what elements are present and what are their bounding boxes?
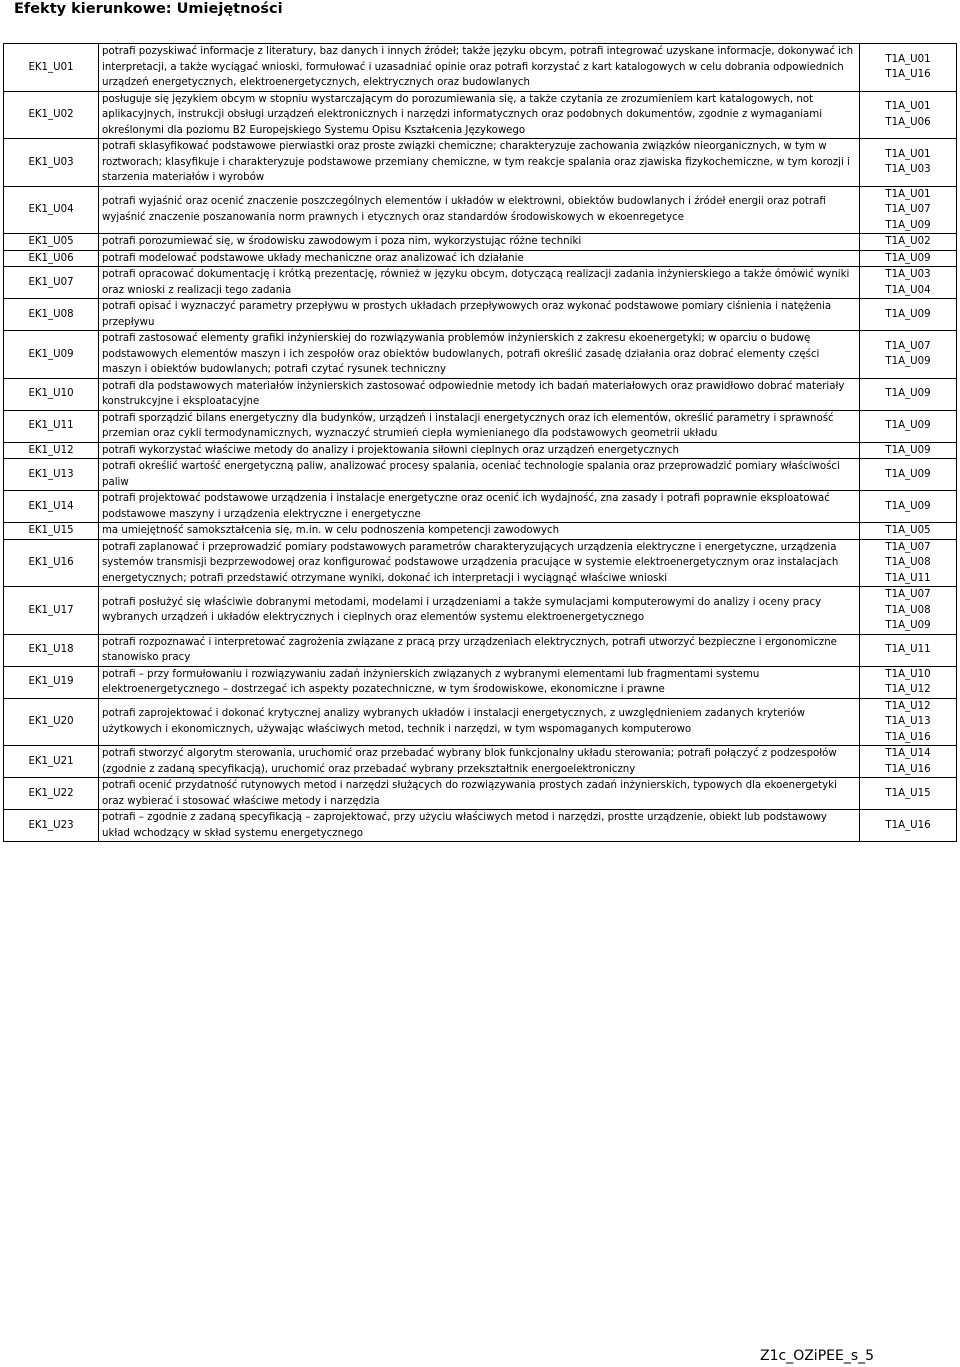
- outcome-code: EK1_U05: [4, 234, 99, 251]
- outcome-description: potrafi zastosować elementy grafiki inżynierskiej do rozwiązywania problemów inżynierskich z zakresu ekoenergetyki; w oparciu o budowę podstawowych elementów maszyn i ich zespołów oraz obiektów budowlanych, potrafi określić zasadę działania oraz dobrać elementy części maszyn i obiektów budowlanych; potrafi czytać rysunek techniczny: [99, 331, 860, 379]
- reference-code: T1A_U13: [885, 716, 931, 727]
- table-row: [4, 746, 957, 778]
- learning-outcomes-table: [3, 43, 957, 842]
- outcome-references: [860, 299, 957, 331]
- table-row: [4, 523, 957, 540]
- outcome-code: EK1_U09: [4, 331, 99, 379]
- outcome-references: [860, 634, 957, 666]
- outcome-code: EK1_U04: [4, 186, 99, 234]
- outcome-description: potrafi sklasyfikować podstawowe pierwiastki oraz proste związki chemiczne; charakteryzuje zachowania związków nieorganicznych, w tym w roztworach; klasyfikuje i charakteryzuje podstawowe przemiany chemiczne, w tym reakcje spalania oraz zjawiska fizykochemiczne, w tym korozji i starzenia materiałów i wyrobów: [99, 139, 860, 187]
- reference-code: T1A_U16: [885, 69, 931, 81]
- outcome-references: [860, 410, 957, 442]
- table-row: [4, 698, 957, 746]
- outcome-code: EK1_U22: [4, 778, 99, 810]
- outcome-code: EK1_U15: [4, 523, 99, 540]
- outcome-description: potrafi dla podstawowych materiałów inżynierskich zastosować odpowiednie metody ich badań materiałowych oraz prawidłowo dobrać materiały konstrukcyjne i eksploatacyjne: [99, 378, 860, 410]
- outcome-description: potrafi modelować podstawowe układy mechaniczne oraz analizować ich działanie: [99, 250, 860, 267]
- reference-code: T1A_U10: [885, 668, 931, 680]
- outcome-code: EK1_U03: [4, 139, 99, 187]
- outcome-references: [860, 91, 957, 139]
- reference-code: T1A_U15: [885, 787, 931, 799]
- outcome-code: EK1_U12: [4, 442, 99, 459]
- reference-code: T1A_U16: [885, 819, 931, 831]
- outcome-description: potrafi – przy formułowaniu i rozwiązywaniu zadań inżynierskich związanych z wybranymi elementami lub fragmentami systemu elektroenergetycznego – dostrzegać ich aspekty pozatechniczne, w tym środowiskowe, ekonomiczne i prawne: [99, 666, 860, 698]
- outcome-description: potrafi określić wartość energetyczną paliw, analizować procesy spalania, oceniać technologie spalania oraz przeprowadzić pomiary właściwości paliw: [99, 459, 860, 491]
- table-row: [4, 139, 957, 187]
- outcome-code: EK1_U10: [4, 378, 99, 410]
- reference-code: T1A_U04: [885, 284, 931, 296]
- outcome-description: potrafi porozumiewać się, w środowisku zawodowym i poza nim, wykorzystując różne techniki: [99, 234, 860, 251]
- outcome-description: potrafi posłużyć się właściwie dobranymi metodami, modelami i urządzeniami a także symulacjami komputerowymi do analizy i oceny pracy wybranych urządzeń i układów elektrycznych i cieplnych oraz elementów systemu elektroenergetycznego: [99, 587, 860, 635]
- table-row: [4, 250, 957, 267]
- outcome-references: [860, 491, 957, 523]
- reference-code: T1A_U08: [885, 604, 931, 616]
- reference-code: T1A_U09: [885, 620, 931, 631]
- reference-code: T1A_U09: [885, 388, 931, 400]
- reference-code: T1A_U01: [885, 53, 931, 65]
- reference-code: T1A_U07: [885, 340, 931, 352]
- reference-code: T1A_U09: [885, 444, 931, 456]
- table-row: [4, 331, 957, 379]
- reference-code: T1A_U11: [885, 644, 931, 656]
- outcome-code: EK1_U16: [4, 539, 99, 587]
- outcome-code: EK1_U23: [4, 810, 99, 842]
- reference-code: T1A_U01: [885, 101, 931, 113]
- reference-code: T1A_U09: [885, 252, 931, 264]
- outcome-description: potrafi stworzyć algorytm sterowania, uruchomić oraz przebadać wybrany blok funkcjonalny układu sterowania; potrafi połączyć z podzespołów (zgodnie z zadaną specyfikacją), uruchomić oraz przebadać wybrany przekształtnik energoelektroniczny: [99, 746, 860, 778]
- outcome-references: [860, 234, 957, 251]
- reference-code: T1A_U11: [885, 572, 931, 584]
- outcome-references: [860, 587, 957, 635]
- reference-code: T1A_U16: [885, 763, 931, 775]
- table-row: [4, 267, 957, 299]
- reference-code: T1A_U12: [885, 684, 931, 695]
- table-row: [4, 44, 957, 92]
- table-row: [4, 299, 957, 331]
- reference-code: T1A_U07: [885, 541, 931, 553]
- outcome-references: [860, 186, 957, 234]
- reference-code: T1A_U14: [885, 748, 931, 759]
- reference-code: T1A_U07: [885, 589, 931, 600]
- outcome-references: [860, 666, 957, 698]
- outcome-description: potrafi zaplanować i przeprowadzić pomiary podstawowych parametrów charakteryzujących urządzenia elektryczne i energetyczne, urządzenia systemów transmisji bezprzewodowej oraz konfigurować podstawowe urządzenia pracujące w systemie elektroenergetycznym oraz instalacjach energetycznych; potrafi przedstawić otrzymane wyniki, dokonać ich interpretacji i wyciągnąć właściwe wnioski: [99, 539, 860, 587]
- outcome-description: posługuje się językiem obcym w stopniu wystarczającym do porozumiewania się, a także czytania ze zrozumieniem kart katalogowych, not aplikacyjnych, instrukcji obsługi urządzeń elektronicznych i narzędzi informatycznych oraz podobnych dokumentów, zgodnie z wymaganiami określonymi dla poziomu B2 Europejskiego Systemu Opisu Kształcenia Językowego: [99, 91, 860, 139]
- reference-code: T1A_U09: [885, 500, 931, 512]
- outcome-code: EK1_U11: [4, 410, 99, 442]
- table-row: [4, 91, 957, 139]
- table-row: [4, 778, 957, 810]
- outcome-code: EK1_U14: [4, 491, 99, 523]
- outcome-code: EK1_U02: [4, 91, 99, 139]
- reference-code: T1A_U09: [885, 308, 931, 320]
- reference-code: T1A_U01: [885, 148, 931, 160]
- outcome-references: [860, 778, 957, 810]
- reference-code: T1A_U03: [885, 269, 931, 280]
- outcome-code: EK1_U13: [4, 459, 99, 491]
- outcome-references: [860, 539, 957, 587]
- outcome-description: potrafi opisać i wyznaczyć parametry przepływu w prostych układach przepływowych oraz wykonać podstawowe pomiary ciśnienia i natężenia przepływu: [99, 299, 860, 331]
- table-row: [4, 442, 957, 459]
- reference-code: T1A_U06: [885, 116, 931, 128]
- outcome-references: [860, 250, 957, 267]
- outcome-references: [860, 331, 957, 379]
- reference-code: T1A_U02: [885, 236, 931, 247]
- outcome-references: [860, 442, 957, 459]
- outcome-references: [860, 523, 957, 540]
- outcome-references: [860, 698, 957, 746]
- outcome-code: EK1_U18: [4, 634, 99, 666]
- document-code: Z1c_OZiPEE_s_5: [760, 1348, 875, 1364]
- reference-code: T1A_U08: [885, 557, 931, 568]
- table-row: [4, 810, 957, 842]
- outcome-references: [860, 378, 957, 410]
- page-title: Efekty kierunkowe: Umiejętności: [14, 1, 283, 17]
- outcome-references: [860, 746, 957, 778]
- outcome-code: EK1_U21: [4, 746, 99, 778]
- outcome-references: [860, 139, 957, 187]
- table-row: [4, 186, 957, 234]
- reference-code: T1A_U05: [885, 525, 931, 536]
- table-row: [4, 234, 957, 251]
- table-row: [4, 459, 957, 491]
- outcome-references: [860, 459, 957, 491]
- table-row: [4, 378, 957, 410]
- reference-code: T1A_U07: [885, 204, 931, 215]
- reference-code: T1A_U09: [885, 219, 931, 231]
- table-row: [4, 587, 957, 635]
- outcome-code: EK1_U17: [4, 587, 99, 635]
- reference-code: T1A_U09: [885, 420, 931, 432]
- outcome-description: potrafi sporządzić bilans energetyczny dla budynków, urządzeń i instalacji energetycznych oraz ich elementów, określić parametry i sprawność przemian oraz cykli termodynamicznych, wyznaczyć strumień ciepła wymienianego dla podstawowych geometrii układu: [99, 410, 860, 442]
- reference-code: T1A_U12: [885, 700, 931, 712]
- outcome-description: potrafi opracować dokumentację i krótką prezentację, również w języku obcym, dotyczącą realizacji zadania inżynierskiego a także ómówić wyniki oraz wnioski z realizacji tego zadania: [99, 267, 860, 299]
- outcome-description: potrafi – zgodnie z zadaną specyfikacją – zaprojektować, przy użyciu właściwych metod i narzędzi, prostte urządzenie, obiekt lub podstawowy układ wchodzący w skład systemu energetycznego: [99, 810, 860, 842]
- outcome-code: EK1_U19: [4, 666, 99, 698]
- outcome-references: [860, 44, 957, 92]
- outcome-description: potrafi projektować podstawowe urządzenia i instalacje energetyczne oraz ocenić ich wydajność, zna zasady i potrafi poprawnie eksploatować podstawowe maszyny i urządzenia elektryczne i energetyczne: [99, 491, 860, 523]
- table-row: [4, 666, 957, 698]
- table-row: [4, 491, 957, 523]
- reference-code: T1A_U09: [885, 468, 931, 480]
- reference-code: T1A_U03: [885, 164, 931, 176]
- outcome-references: [860, 267, 957, 299]
- outcome-description: ma umiejętność samokształcenia się, m.in. w celu podnoszenia kompetencji zawodowych: [99, 523, 860, 540]
- outcome-description: potrafi pozyskiwać informacje z literatury, baz danych i innych źródeł; także języku obcym, potrafi integrować uzyskane informacje, dokonywać ich interpretacji, a także wyciągać wnioski, formułować i uzasadniać opinie oraz potrafi korzystać z kart katalogowych w celu dobrania odpowiednich urządzeń energetycznych, elektroenergetycznych, elektrycznych oraz budowlanych: [99, 44, 860, 92]
- outcome-description: potrafi zaprojektować i dokonać krytycznej analizy wybranych układów i instalacji energetycznych, z uwzględnieniem zadanych kryteriów użytkowych i ekonomicznych, używając właściwych metod, technik i narzędzi, w tym wspomaganych komputerowo: [99, 698, 860, 746]
- reference-code: T1A_U16: [885, 731, 931, 743]
- table-row: [4, 539, 957, 587]
- reference-code: T1A_U01: [885, 188, 931, 200]
- outcome-description: potrafi rozpoznawać i interpretować zagrożenia związane z pracą przy urządzeniach elektrycznych, potrafi utworzyć bezpieczne i ergonomiczne stanowisko pracy: [99, 634, 860, 666]
- outcome-code: EK1_U08: [4, 299, 99, 331]
- table-row: [4, 410, 957, 442]
- outcome-code: EK1_U06: [4, 250, 99, 267]
- outcome-description: potrafi ocenić przydatność rutynowych metod i narzędzi służących do rozwiązywania prostych zadań inżynierskich, typowych dla ekoenergetyki oraz wybierać i stosować właściwe metody i narzędzia: [99, 778, 860, 810]
- outcome-code: EK1_U07: [4, 267, 99, 299]
- reference-code: T1A_U09: [885, 356, 931, 368]
- outcome-description: potrafi wykorzystać właściwe metody do analizy i projektowania siłowni cieplnych oraz urządzeń energetycznych: [99, 442, 860, 459]
- outcome-references: [860, 810, 957, 842]
- outcome-code: EK1_U20: [4, 698, 99, 746]
- outcome-description: potrafi wyjaśnić oraz ocenić znaczenie poszczególnych elementów i układów w elektrowni, obiektów budowlanych i źródeł energii oraz potrafi wyjaśnić znaczenie poszanowania norm prawnych i etycznych oraz standardów środowiskowych w ekoenregetyce: [99, 186, 860, 234]
- outcome-code: EK1_U01: [4, 44, 99, 92]
- table-row: [4, 634, 957, 666]
